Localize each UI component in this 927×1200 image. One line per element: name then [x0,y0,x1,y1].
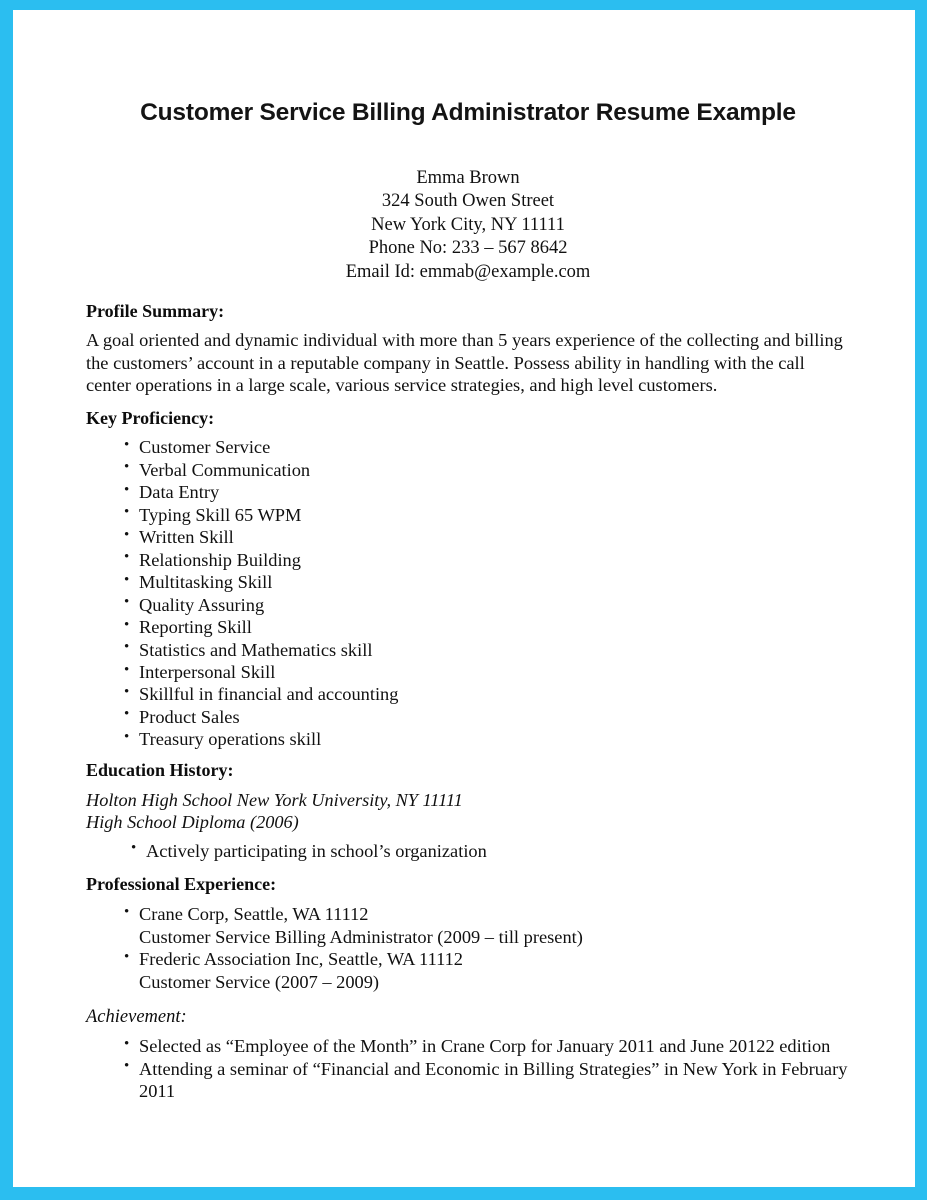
key-proficiency-heading: Key Proficiency: [86,407,215,428]
contact-city-state-zip: New York City, NY 11111 [371,214,565,235]
contact-email: Email Id: emmab@example.com [345,261,591,282]
list-item: • Customer Service [86,436,850,458]
education-degree: High School Diploma (2006) [86,811,299,832]
achievement-heading: Achievement: [86,1006,187,1027]
list-item: • Typing Skill 65 WPM [86,504,850,526]
list-item: • Quality Assuring [86,594,850,616]
list-item: • Product Sales [86,706,850,728]
section-professional-experience [86,874,850,993]
resume-content [86,100,850,1103]
list-item: • Written Skill [86,526,850,548]
contact-street: 324 South Owen Street [381,191,555,212]
section-achievement [86,1006,850,1103]
list-item: • Statistics and Mathematics skill [86,639,850,661]
page-title: Customer Service Billing Administrator Resume Example [140,99,796,126]
list-item: • Reporting Skill [86,616,850,638]
contact-block [86,167,850,284]
contact-phone: Phone No: 233 – 567 8642 [368,238,568,259]
list-item: • Selected as “Employee of the Month” in Crane Corp for January 2011 and June 20122 edition [86,1035,850,1057]
education-history-heading: Education History: [86,759,234,780]
section-profile-summary [86,301,850,397]
list-item: • Interpersonal Skill [86,661,850,683]
education-bullet-list [86,840,850,862]
experience-employer: • Frederic Association Inc, Seattle, WA 11112 [139,949,463,970]
experience-role: Customer Service Billing Administrator (2009 – till present) [139,926,583,947]
experience-role: Customer Service (2007 – 2009) [139,971,380,992]
list-item: • Treasury operations skill [86,728,850,750]
list-item: • Attending a seminar of “Financial and Economic in Billing Strategies” in New York in February 2011 [86,1058,850,1103]
list-item: • Actively participating in school’s organization [86,840,850,862]
education-entry [86,789,850,833]
key-proficiency-list [86,436,850,751]
candidate-name: Emma Brown [416,167,520,188]
spacer [86,751,850,760]
experience-list [86,903,850,993]
list-item: • Multitasking Skill [86,571,850,593]
experience-employer: • Crane Corp, Seattle, WA 11112 [139,904,369,925]
list-item [86,948,850,993]
list-item: • Data Entry [86,481,850,503]
resume-document [13,10,915,1187]
list-item: • Verbal Communication [86,459,850,481]
list-item: • Skillful in financial and accounting [86,683,850,705]
profile-summary-text: A goal oriented and dynamic individual with more than 5 years experience of the collecting and billing the customers’ account in a reputable company in Seattle. Possess ability in handling with the call center operations in a large scale, various service strategies, and high level customers. [86,330,843,396]
spacer [86,993,850,1006]
professional-experience-heading: Professional Experience: [86,874,277,895]
profile-summary-heading: Profile Summary: [86,300,225,321]
section-key-proficiency [86,408,850,751]
section-education-history [86,760,850,863]
achievement-list [86,1035,850,1102]
list-item: • Relationship Building [86,549,850,571]
list-item [86,903,850,948]
education-school: Holton High School New York University, NY 11111 [86,789,463,810]
